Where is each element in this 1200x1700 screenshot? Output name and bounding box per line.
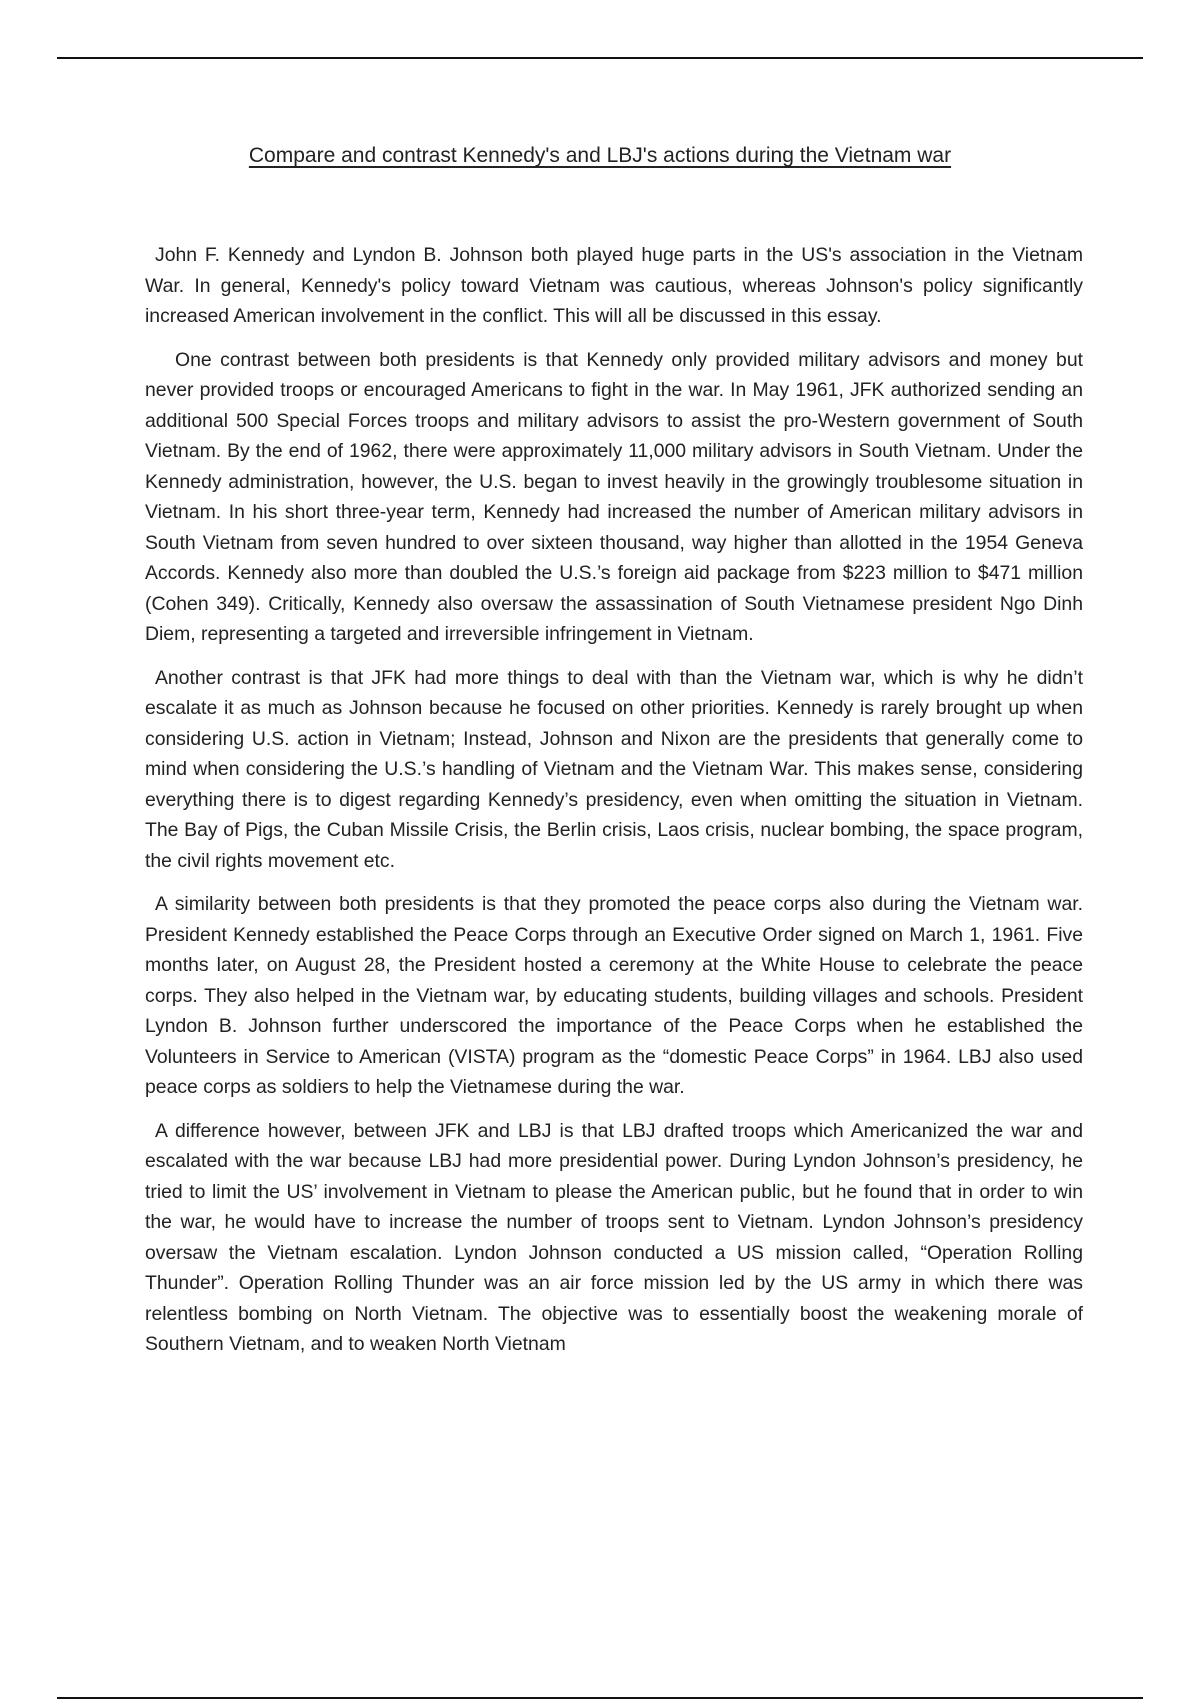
paragraph-difference: A difference however, between JFK and LBJ is that LBJ drafted troops which Americanized the war and escalated with the war because LBJ had more presidential power. During Lyndon Johnson’s presidency, he tried to limit the US’ involvement in Vietnam to please the American public, but he found that in order to win the war, he would have to increase the number of troops sent to Vietnam. Lyndon Johnson’s presidency oversaw the Vietnam escalation. Lyndon Johnson conducted a US mission called, “Operation Rolling Thunder”. Operation Rolling Thunder was an air force mission led by the US army in which there was relentless bombing on North Vietnam. The objective was to essentially boost the weakening morale of Southern Vietnam, and to weaken North Vietnam <box>145 1119 1083 1355</box>
essay-body <box>145 240 1083 1373</box>
paragraph-first-contrast: One contrast between both presidents is that Kennedy only provided military advisors and money but never provided troops or encouraged Americans to fight in the war. In May 1961, JFK authorized sending an additional 500 Special Forces troops and military advisors to assist the pro-Western government of South Vietnam. By the end of 1962, there were approximately 11,000 military advisors in South Vietnam. Under the Kennedy administration, however, the U.S. began to invest heavily in the growingly troublesome situation in Vietnam. In his short three-year term, Kennedy had increased the number of American military advisors in South Vietnam from seven hundred to over sixteen thousand, way higher than allotted in the 1954 Geneva Accords. Kennedy also more than doubled the U.S.’s foreign aid package from $223 million to $471 million (Cohen 349). Critically, Kennedy also oversaw the assassination of South Vietnamese president Ngo Dinh Diem, representing a targeted and irreversible infringement in Vietnam. <box>145 348 1083 645</box>
bottom-divider <box>57 1697 1143 1699</box>
paragraph-similarity: A similarity between both presidents is that they promoted the peace corps also during the Vietnam war. President Kennedy established the Peace Corps through an Executive Order signed on March 1, 1961. Five months later, on August 28, the President hosted a ceremony at the White House to celebrate the peace corps. They also helped in the Vietnam war, by educating students, building villages and schools. President Lyndon B. Johnson further underscored the importance of the Peace Corps when he established the Volunteers in Service to American (VISTA) program as the “domestic Peace Corps” in 1964. LBJ also used peace corps as soldiers to help the Vietnamese during the war. <box>145 893 1083 1098</box>
top-divider <box>57 57 1143 59</box>
essay-title: Compare and contrast Kennedy's and LBJ's actions during the Vietnam war <box>248 144 952 167</box>
paragraph-introduction: John F. Kennedy and Lyndon B. Johnson both played huge parts in the US's association in the Vietnam War. In general, Kennedy's policy toward Vietnam was cautious, whereas Johnson's policy significantly increased American involvement in the conflict. This will all be discussed in this essay. <box>145 244 1083 327</box>
paragraph-second-contrast: Another contrast is that JFK had more things to deal with than the Vietnam war, which is why he didn’t escalate it as much as Johnson because he focused on other priorities. Kennedy is rarely brought up when considering U.S. action in Vietnam; Instead, Johnson and Nixon are the presidents that generally come to mind when considering the U.S.’s handling of Vietnam and the Vietnam War. This makes sense, considering everything there is to digest regarding Kennedy’s presidency, even when omitting the situation in Vietnam. The Bay of Pigs, the Cuban Missile Crisis, the Berlin crisis, Laos crisis, nuclear bombing, the space program, the civil rights movement etc. <box>145 666 1083 872</box>
